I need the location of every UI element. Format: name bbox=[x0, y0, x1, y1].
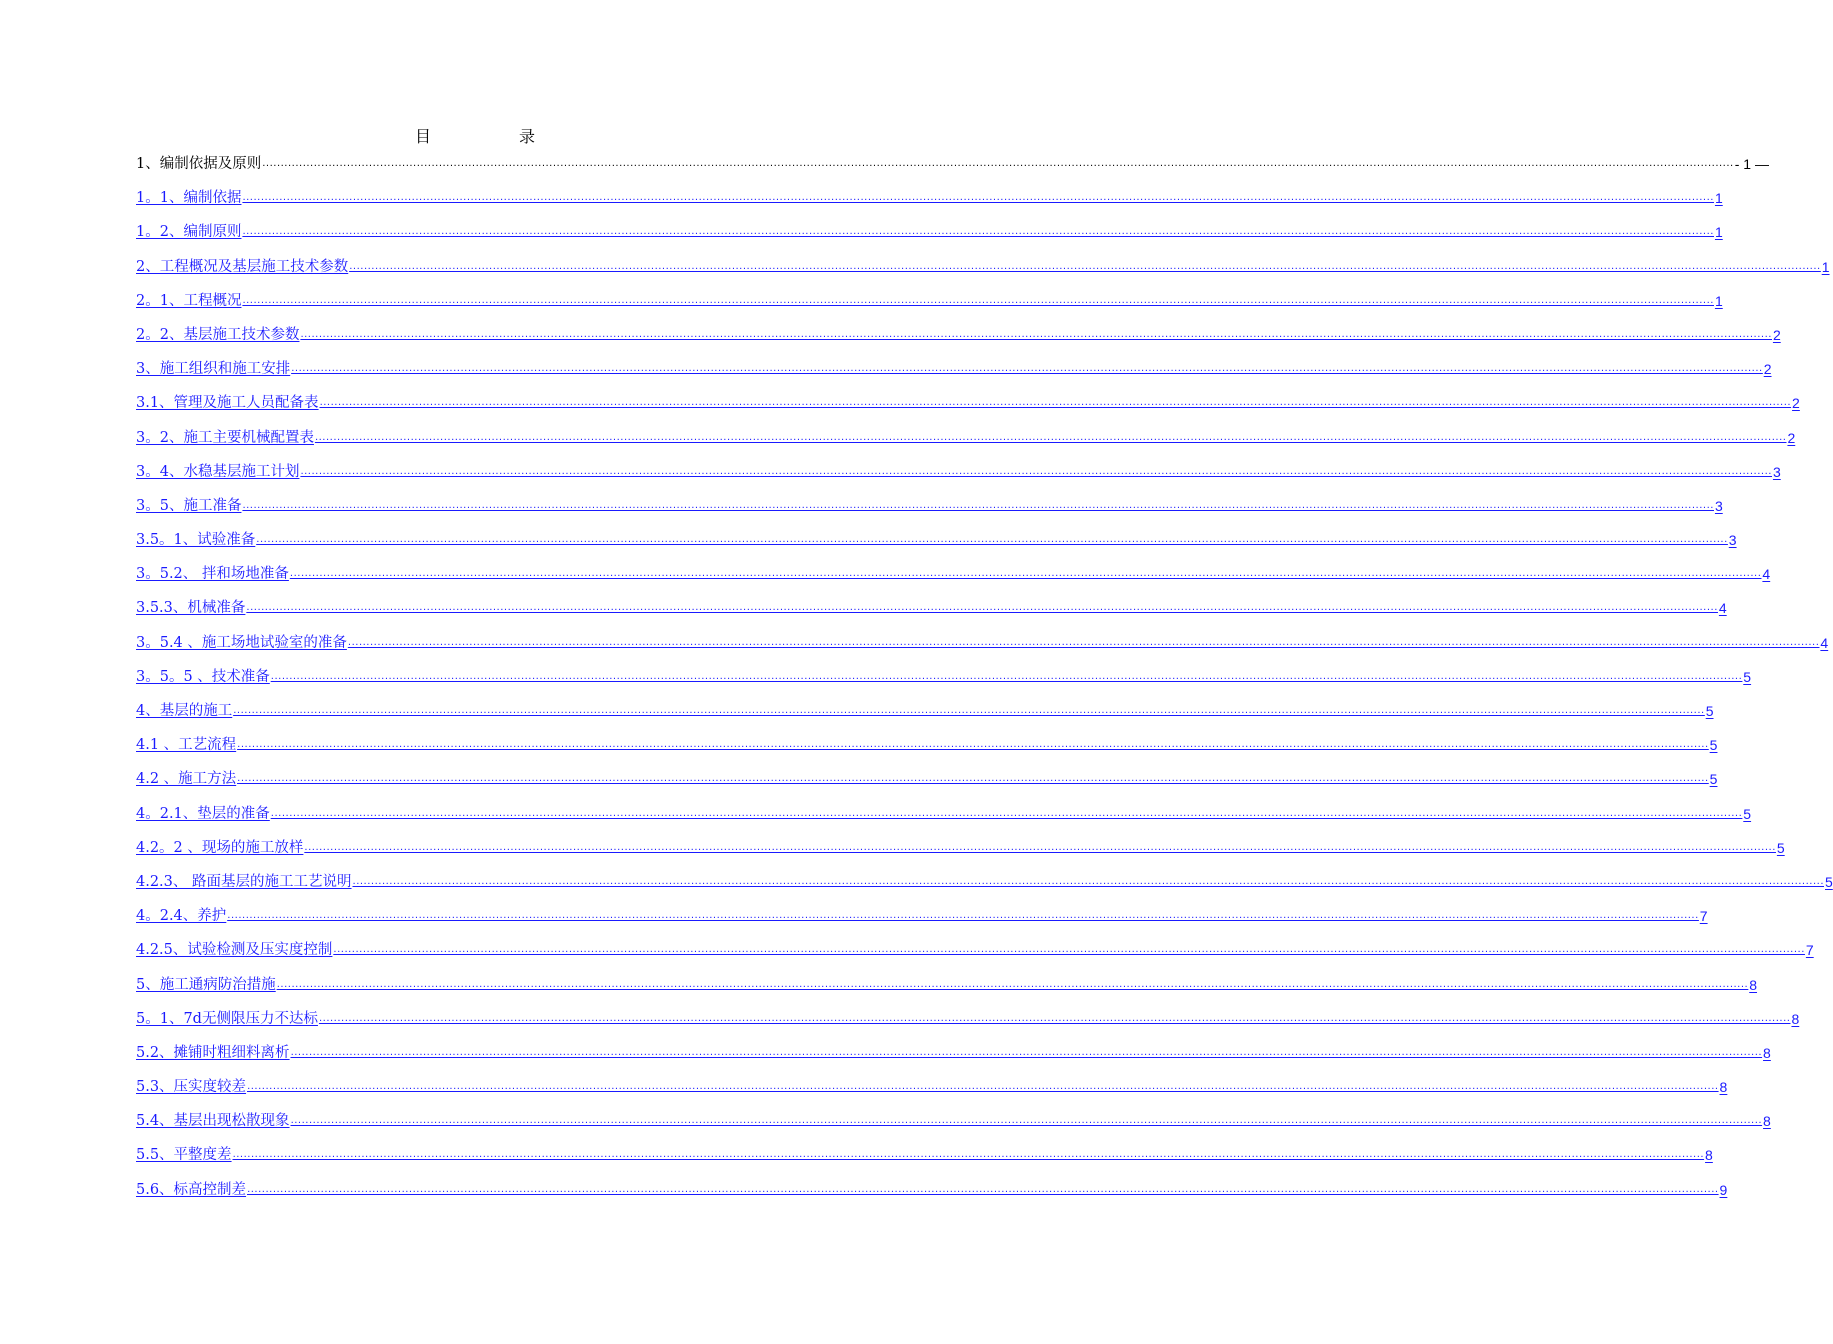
toc-entry-page-number: 8 bbox=[1791, 1010, 1800, 1027]
toc-dot-leader: ................................................................................................................................................................................................................................................................................................................................................................................................................ bbox=[290, 1046, 1763, 1058]
toc-entry[interactable] bbox=[136, 686, 1714, 720]
toc-dot-leader: ................................................................................................................................................................................................................................................................................................................................................................................................................ bbox=[262, 158, 1734, 169]
toc-entry-label: 4、基层的施工 bbox=[136, 703, 233, 719]
toc-dot-leader: ................................................................................................................................................................................................................................................................................................................................................................................................................ bbox=[300, 465, 1772, 477]
toc-entry[interactable] bbox=[136, 1130, 1713, 1164]
toc-entry-page-number: 2 bbox=[1787, 429, 1796, 446]
toc-entry bbox=[136, 151, 1769, 173]
toc-dot-leader: ................................................................................................................................................................................................................................................................................................................................................................................................................ bbox=[242, 226, 1714, 238]
toc-entry-page-number: 1 bbox=[1714, 190, 1723, 207]
toc-entry[interactable] bbox=[136, 515, 1737, 549]
toc-dot-leader: ................................................................................................................................................................................................................................................................................................................................................................................................................ bbox=[270, 807, 1743, 819]
toc-dot-leader: ................................................................................................................................................................................................................................................................................................................................................................................................................ bbox=[237, 773, 1709, 785]
toc-entry-page-number: - 1 — bbox=[1734, 156, 1769, 172]
toc-dot-leader: ................................................................................................................................................................................................................................................................................................................................................................................................................ bbox=[270, 670, 1743, 682]
toc-dot-leader: ................................................................................................................................................................................................................................................................................................................................................................................................................ bbox=[246, 602, 1718, 614]
toc-entry-label: 3.5.3、机械准备 bbox=[136, 600, 246, 617]
toc-entry[interactable] bbox=[136, 241, 1830, 275]
toc-entry-page-number: 3 bbox=[1714, 497, 1723, 514]
toc-entry-label: 1。1、编制依据 bbox=[136, 190, 242, 207]
toc-entry[interactable] bbox=[136, 447, 1781, 481]
toc-entry[interactable] bbox=[136, 994, 1800, 1028]
toc-entry-label: 2。2、基层施工技术参数 bbox=[136, 326, 300, 343]
toc-entry[interactable] bbox=[136, 925, 1814, 959]
toc-title bbox=[0, 124, 950, 147]
toc-dot-leader: ................................................................................................................................................................................................................................................................................................................................................................................................................ bbox=[300, 328, 1772, 340]
toc-dot-leader: ................................................................................................................................................................................................................................................................................................................................................................................................................ bbox=[256, 534, 1728, 546]
toc-entry-label: 5.5、平整度差 bbox=[136, 1147, 232, 1164]
toc-entry[interactable] bbox=[136, 788, 1752, 822]
toc-entry-label: 1、编制依据及原则 bbox=[136, 156, 262, 172]
toc-dot-leader: ................................................................................................................................................................................................................................................................................................................................................................................................................ bbox=[227, 910, 1699, 922]
toc-dot-leader: ................................................................................................................................................................................................................................................................................................................................................................................................................ bbox=[276, 978, 1749, 990]
toc-entry-page-number: 2 bbox=[1763, 361, 1772, 378]
toc-entry-label: 3。5.2、 拌和场地准备 bbox=[136, 566, 289, 583]
toc-entry[interactable] bbox=[136, 207, 1723, 241]
toc-dot-leader: ................................................................................................................................................................................................................................................................................................................................................................................................................ bbox=[232, 1149, 1705, 1161]
toc-entry[interactable] bbox=[136, 823, 1785, 857]
toc-entry-page-number: 4 bbox=[1820, 634, 1829, 651]
toc-entry-label: 1。2、编制原则 bbox=[136, 224, 242, 241]
toc-entry-page-number: 1 bbox=[1714, 224, 1723, 241]
toc-dot-leader: ................................................................................................................................................................................................................................................................................................................................................................................................................ bbox=[247, 1183, 1719, 1195]
toc-entry-page-number: 5 bbox=[1825, 873, 1833, 890]
table-of-contents bbox=[136, 151, 1833, 1199]
toc-entry-label: 3。5.4 、施工场地试验室的准备 bbox=[136, 634, 347, 651]
toc-entry-page-number: 7 bbox=[1805, 942, 1814, 959]
toc-entry-page-number: 1 bbox=[1821, 258, 1830, 275]
toc-entry-label: 4.2.5、试验检测及压实度控制 bbox=[136, 942, 333, 959]
toc-entry[interactable] bbox=[136, 549, 1771, 583]
toc-entry-label: 3.5。1、试验准备 bbox=[136, 532, 256, 549]
toc-dot-leader: ................................................................................................................................................................................................................................................................................................................................................................................................................ bbox=[290, 1115, 1763, 1127]
toc-entry-label: 4.2.3、 路面基层的施工工艺说明 bbox=[136, 873, 352, 890]
toc-entry-label: 4.1 、工艺流程 bbox=[136, 737, 237, 754]
toc-dot-leader: ................................................................................................................................................................................................................................................................................................................................................................................................................ bbox=[304, 841, 1776, 853]
toc-dot-leader: ................................................................................................................................................................................................................................................................................................................................................................................................................ bbox=[349, 260, 1821, 272]
toc-entry-page-number: 8 bbox=[1705, 1147, 1713, 1164]
toc-entry-page-number: 3 bbox=[1772, 463, 1781, 480]
toc-entry-label: 4。2.4、养护 bbox=[136, 908, 227, 925]
toc-entry-page-number: 2 bbox=[1772, 326, 1781, 343]
toc-entry-label: 3、施工组织和施工安排 bbox=[136, 361, 291, 378]
toc-entry-page-number: 5 bbox=[1776, 839, 1785, 856]
toc-entry-label: 5.6、标高控制差 bbox=[136, 1181, 247, 1198]
toc-entry-label: 3。5、施工准备 bbox=[136, 497, 242, 514]
toc-entry[interactable] bbox=[136, 310, 1781, 344]
toc-dot-leader: ................................................................................................................................................................................................................................................................................................................................................................................................................ bbox=[242, 294, 1714, 306]
toc-entry-label: 5.2、摊铺时粗细料离析 bbox=[136, 1044, 290, 1061]
toc-entry-page-number: 5 bbox=[1743, 668, 1752, 685]
toc-entry-label: 4。2.1、垫层的准备 bbox=[136, 805, 270, 822]
toc-entry-page-number: 4 bbox=[1762, 566, 1771, 583]
toc-entry-label: 3。2、施工主要机械配置表 bbox=[136, 429, 314, 446]
toc-title-right: 录 bbox=[519, 127, 536, 146]
toc-dot-leader: ................................................................................................................................................................................................................................................................................................................................................................................................................ bbox=[233, 705, 1705, 716]
toc-entry-page-number: 5 bbox=[1709, 737, 1718, 754]
toc-dot-leader: ................................................................................................................................................................................................................................................................................................................................................................................................................ bbox=[347, 636, 1820, 648]
toc-entry-label: 2。1、工程概况 bbox=[136, 292, 242, 309]
toc-dot-leader: ................................................................................................................................................................................................................................................................................................................................................................................................................ bbox=[318, 1012, 1791, 1024]
toc-entry[interactable] bbox=[136, 1028, 1771, 1062]
toc-entry-page-number: 5 bbox=[1709, 771, 1718, 788]
toc-entry-label: 5、施工通病防治措施 bbox=[136, 976, 276, 993]
toc-dot-leader: ................................................................................................................................................................................................................................................................................................................................................................................................................ bbox=[242, 192, 1714, 204]
toc-dot-leader: ................................................................................................................................................................................................................................................................................................................................................................................................................ bbox=[333, 944, 1805, 956]
toc-dot-leader: ................................................................................................................................................................................................................................................................................................................................................................................................................ bbox=[352, 875, 1824, 887]
toc-entry-label: 4.2 、施工方法 bbox=[136, 771, 237, 788]
toc-entry-label: 5.4、基层出现松散现象 bbox=[136, 1113, 290, 1130]
toc-entry-page-number: 5 bbox=[1705, 703, 1714, 719]
toc-dot-leader: ................................................................................................................................................................................................................................................................................................................................................................................................................ bbox=[291, 363, 1763, 375]
toc-entry-label: 3。5。5 、技术准备 bbox=[136, 668, 270, 685]
toc-entry-label: 3.1、管理及施工人员配备表 bbox=[136, 395, 319, 412]
toc-entry-label: 4.2。2 、现场的施工放样 bbox=[136, 839, 304, 856]
toc-dot-leader: ................................................................................................................................................................................................................................................................................................................................................................................................................ bbox=[237, 739, 1709, 751]
toc-entry-page-number: 3 bbox=[1728, 532, 1737, 549]
toc-entry[interactable] bbox=[136, 857, 1833, 891]
toc-entry-page-number: 8 bbox=[1763, 1113, 1771, 1130]
toc-entry[interactable] bbox=[136, 720, 1718, 754]
toc-entry-page-number: 8 bbox=[1719, 1079, 1728, 1096]
toc-entry-page-number: 2 bbox=[1792, 395, 1800, 412]
toc-entry[interactable] bbox=[136, 959, 1758, 993]
toc-entry-page-number: 8 bbox=[1763, 1044, 1771, 1061]
toc-entry[interactable] bbox=[136, 617, 1829, 651]
toc-entry[interactable] bbox=[136, 1062, 1728, 1096]
toc-entry-label: 2、工程概况及基层施工技术参数 bbox=[136, 258, 349, 275]
toc-entry[interactable] bbox=[136, 173, 1723, 207]
toc-entry[interactable] bbox=[136, 1164, 1728, 1198]
toc-entry[interactable] bbox=[136, 481, 1723, 515]
toc-dot-leader: ................................................................................................................................................................................................................................................................................................................................................................................................................ bbox=[314, 431, 1787, 443]
toc-entry[interactable] bbox=[136, 583, 1727, 617]
toc-title-left: 目 bbox=[414, 127, 431, 146]
toc-entry[interactable] bbox=[136, 344, 1772, 378]
toc-entry[interactable] bbox=[136, 412, 1796, 446]
toc-entry[interactable] bbox=[136, 652, 1752, 686]
toc-entry[interactable] bbox=[136, 276, 1723, 310]
toc-entry[interactable] bbox=[136, 891, 1708, 925]
toc-entry-label: 5.3、压实度较差 bbox=[136, 1079, 247, 1096]
toc-dot-leader: ................................................................................................................................................................................................................................................................................................................................................................................................................ bbox=[242, 499, 1714, 511]
toc-entry-page-number: 9 bbox=[1719, 1181, 1728, 1198]
toc-dot-leader: ................................................................................................................................................................................................................................................................................................................................................................................................................ bbox=[319, 397, 1792, 409]
toc-entry-page-number: 5 bbox=[1743, 805, 1752, 822]
toc-entry[interactable] bbox=[136, 1096, 1771, 1130]
toc-entry-page-number: 4 bbox=[1718, 600, 1727, 617]
toc-entry[interactable] bbox=[136, 378, 1800, 412]
toc-entry[interactable] bbox=[136, 754, 1718, 788]
toc-entry-page-number: 1 bbox=[1714, 292, 1723, 309]
toc-entry-page-number: 7 bbox=[1699, 908, 1708, 925]
toc-dot-leader: ................................................................................................................................................................................................................................................................................................................................................................................................................ bbox=[289, 568, 1762, 580]
toc-entry-label: 3。4、水稳基层施工计划 bbox=[136, 463, 300, 480]
toc-entry-label: 5。1、7d无侧限压力不达标 bbox=[136, 1010, 318, 1027]
toc-dot-leader: ................................................................................................................................................................................................................................................................................................................................................................................................................ bbox=[247, 1081, 1719, 1093]
toc-entry-page-number: 8 bbox=[1749, 976, 1758, 993]
